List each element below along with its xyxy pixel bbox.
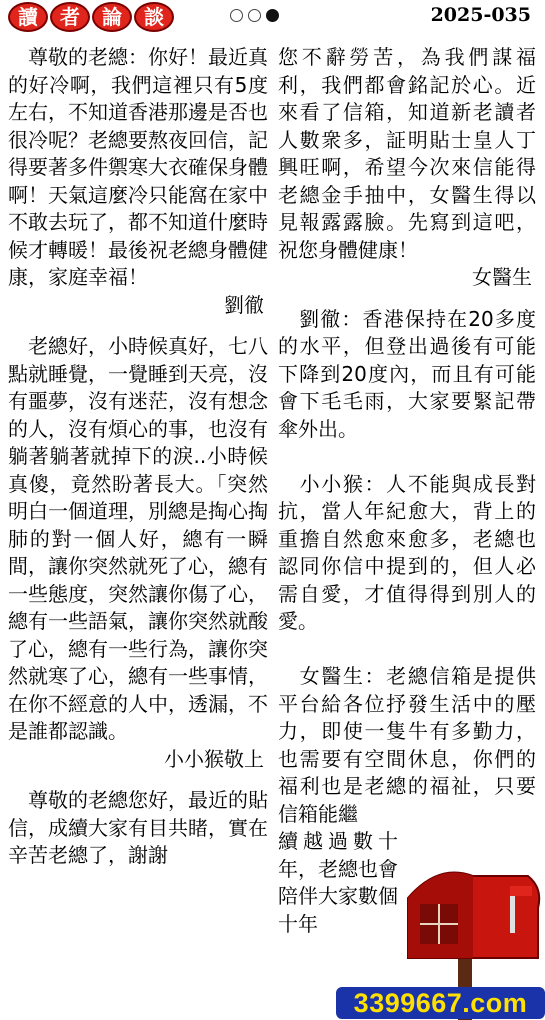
filled-circle-icon [266, 9, 279, 22]
letter-doctor-start: 尊敬的老總您好，最近的貼信，成續大家有目共睹，實在辛苦老總了，謝謝 [8, 788, 268, 867]
letter-doctor-continued: 您不辭勞苦，為我們謀福利，我們都會銘記於心。近來看了信箱，知道新老讀者人數衆多，証明貼士皇人丁興旺啊，希望今次來信能得老總金手抽中，女醫生得以見報露露臉。先寫到這吧，祝您身體健康！ [278, 45, 536, 262]
letter-xiaoxiaohou: 老總好，小時候真好，七八點就睡覺，一覺睡到天亮，沒有噩夢，沒有迷茫，沒有想念的人，沒有煩心的事，也沒有躺著躺著就掉下的淚..小時候真傻，竟然盼著長大。「突然明白一個道理，別總是掏心掏肺的對一個人好，總有一瞬間，讓你突然就死了心，總有一些態度，突然讓你傷了心，總有一些語氣，讓你突然就酸了心，總有一些行為，讓你突然就寒了心，總有一些事情，在你不經意的人中，透漏，不是誰都認識。 [8, 334, 268, 743]
letter-signature: 小小猴敬上 [164, 746, 264, 771]
title-char-4: 談 [134, 2, 174, 32]
circle-icon [230, 9, 243, 22]
column-title [8, 2, 174, 32]
letter-signature: 劉徹 [224, 292, 264, 317]
reply-doctor-tail: 續越過數十年，老總也會陪伴大家數個十年 [278, 829, 398, 936]
title-char-2: 者 [50, 2, 90, 32]
circle-icon [248, 9, 261, 22]
letter-signature: 女醫生 [472, 265, 532, 289]
site-watermark: 3399667.com [336, 987, 545, 1019]
right-column [278, 44, 536, 938]
title-char-3: 論 [92, 2, 132, 32]
left-column [8, 44, 268, 870]
reply-liuche: 劉徹：香港保持在20多度的水平，但登出過後有可能下降到20度內，而且有可能會下毛毛雨，大家要緊記帶傘外出。 [278, 306, 536, 441]
decorative-dots [230, 9, 279, 22]
reply-doctor: 女醫生：老總信箱是提供平台給各位抒發生活中的壓力，即使一隻牛有多勤力，也需要有空間休息，你們的福利也是老總的福祉，只要信箱能繼 [278, 664, 536, 826]
letter-liuche: 尊敬的老總：你好！最近真的好冷啊，我們這裡只有5度左右，不知道香港那邊是否也很冷呢？老總要熬夜回信，記得要著多件禦寒大衣確保身體啊！天氣這麼冷只能窩在家中不敢去玩了，都不知道什麼時候才轉暖！最後祝老總身體健康，家庭幸福！ [8, 45, 268, 289]
title-char-1: 讀 [8, 2, 48, 32]
header [0, 0, 545, 34]
reply-xiaoxiaohou: 小小猴：人不能與成長對抗，當人年紀愈大，背上的重擔自然愈來愈多，老總也認同你信中提到的，但人必需自愛，才值得得到別人的愛。 [278, 471, 536, 633]
issue-number: 2025-035 [430, 4, 531, 26]
